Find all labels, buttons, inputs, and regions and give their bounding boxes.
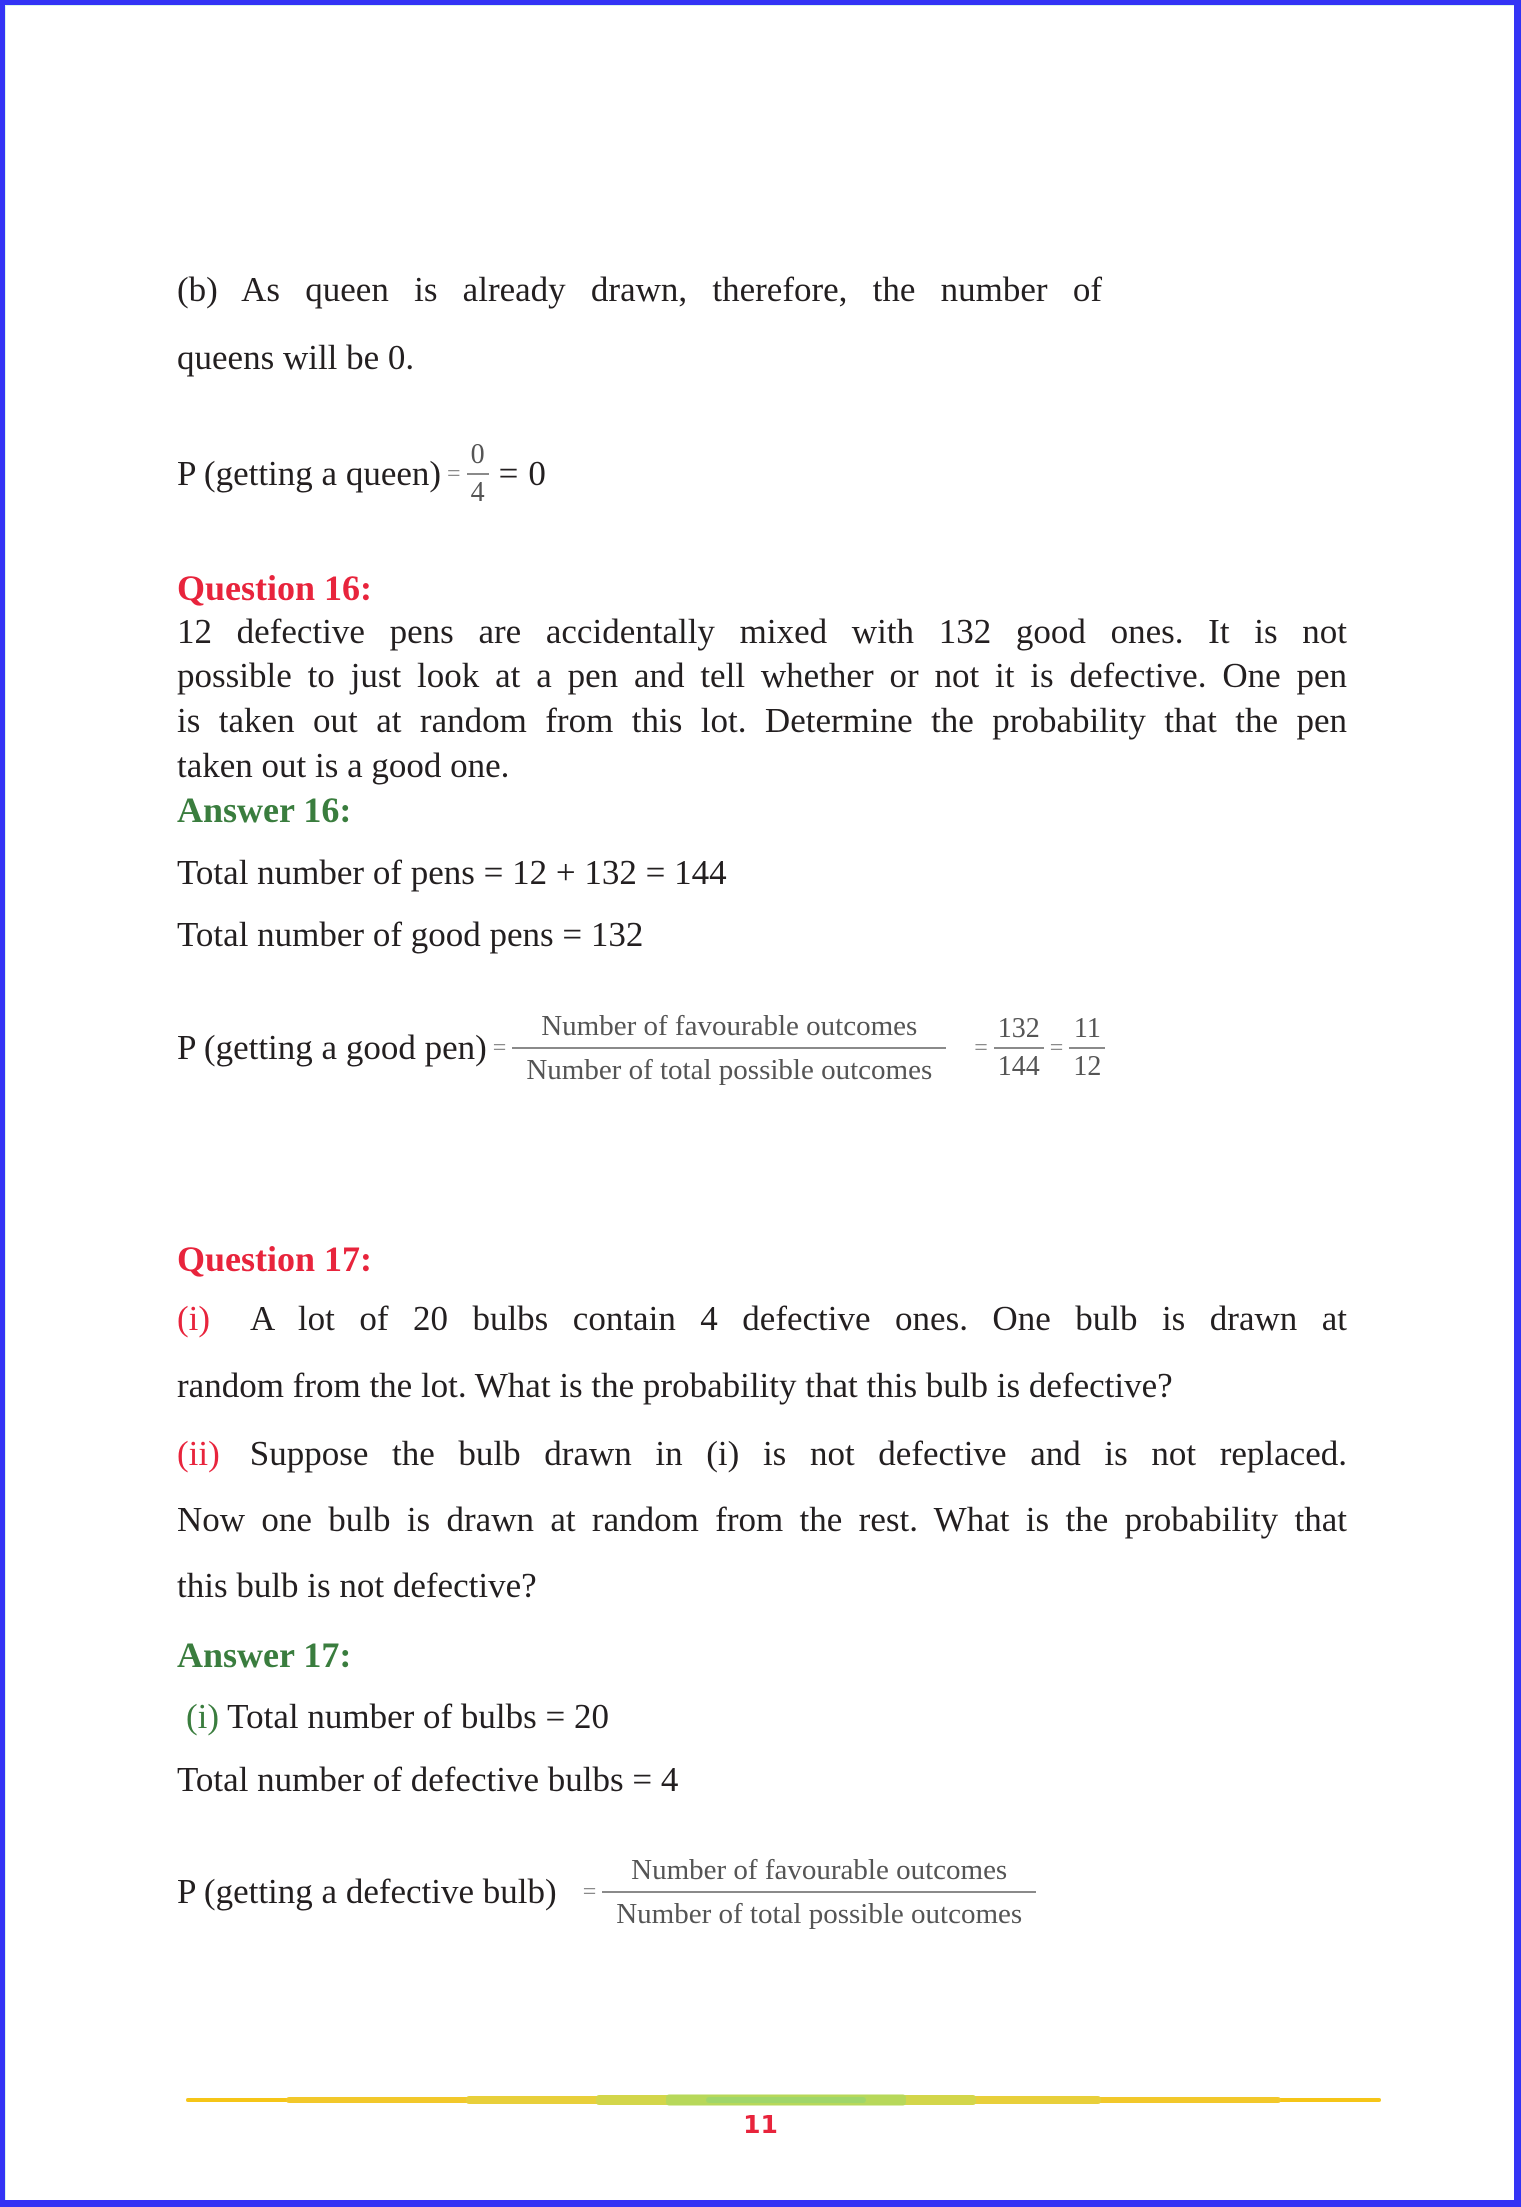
question-17-part-i-line-1	[177, 1299, 1347, 1339]
answer-17-label: Answer 17:	[177, 1635, 352, 1675]
fraction-bar	[467, 473, 489, 475]
fraction-words	[512, 1008, 946, 1088]
fraction-bar	[1069, 1047, 1105, 1049]
part-i-marker: (i)	[186, 1697, 220, 1736]
denominator: 12	[1073, 1051, 1102, 1082]
fraction-bar	[512, 1047, 946, 1049]
numerator: 0	[470, 439, 485, 470]
denominator: 4	[470, 477, 485, 508]
question-16-line: 12 defective pens are accidentally mixed with 132 good ones. It is not	[177, 612, 1347, 651]
equals-sign: =	[582, 1878, 597, 1905]
fraction	[994, 1014, 1044, 1082]
numerator: 132	[997, 1013, 1040, 1044]
equals-sign: =	[974, 1034, 988, 1061]
question-17-part-ii-line-2: Now one bulb is drawn at random from the rest. What is the probability that	[177, 1500, 1347, 1539]
answer-17-text: Total number of bulbs = 20	[227, 1697, 609, 1736]
question-17-part-ii-line-1	[177, 1434, 1347, 1474]
fraction-bar	[602, 1891, 1036, 1893]
numerator: Number of favourable outcomes	[631, 1854, 1008, 1886]
denominator: Number of total possible outcomes	[526, 1054, 933, 1086]
part-b-line-2: queens will be 0.	[177, 338, 415, 377]
question-16-line: is taken out at random from this lot. Determine the probability that the pen	[177, 701, 1347, 740]
question-16-line: taken out is a good one.	[177, 746, 510, 785]
fraction-words	[602, 1852, 1036, 1932]
formula-result: 0	[528, 454, 546, 493]
formula-lhs: P (getting a queen)	[177, 454, 442, 493]
part-ii-marker: (ii)	[177, 1434, 220, 1473]
question-17-label: Question 17:	[177, 1239, 373, 1279]
fraction-bar	[994, 1047, 1044, 1049]
answer-16-label: Answer 16:	[177, 790, 352, 830]
footer-rule	[186, 2094, 1381, 2106]
answer-17-line-2: Total number of defective bulbs = 4	[177, 1760, 679, 1799]
numerator: 11	[1073, 1013, 1101, 1044]
equals-sign: =	[498, 454, 519, 493]
question-17-part-i-line-2: random from the lot. What is the probability that this bulb is defective?	[177, 1366, 1173, 1405]
part-i-text: A lot of 20 bulbs contain 4 defective ones. One bulb is drawn at	[250, 1299, 1347, 1338]
question-16-label: Question 16:	[177, 568, 373, 608]
part-ii-text: Suppose the bulb drawn in (i) is not defective and is not replaced.	[249, 1434, 1347, 1473]
question-16-line: possible to just look at a pen and tell whether or not it is defective. One pen	[177, 656, 1347, 695]
formula-lhs: P (getting a good pen)	[177, 1028, 487, 1067]
good-pen-probability-formula	[177, 1008, 1105, 1088]
denominator: Number of total possible outcomes	[616, 1898, 1023, 1930]
answer-16-line: Total number of good pens = 132	[177, 915, 644, 954]
part-b-line-1: (b) As queen is already drawn, therefore, the number of	[177, 270, 1102, 309]
queen-probability-formula	[177, 440, 546, 508]
page-number: 11	[743, 2110, 778, 2139]
question-17-part-ii-line-3: this bulb is not defective?	[177, 1566, 537, 1605]
equals-sign: =	[492, 1034, 507, 1061]
equals-sign: =	[447, 460, 461, 487]
part-i-marker: (i)	[177, 1299, 211, 1338]
formula-lhs: P (getting a defective bulb)	[177, 1872, 557, 1911]
answer-16-line: Total number of pens = 12 + 132 = 144	[177, 853, 727, 892]
answer-17-line-1	[186, 1697, 609, 1737]
fraction	[467, 440, 489, 508]
denominator: 144	[997, 1051, 1040, 1082]
numerator: Number of favourable outcomes	[541, 1010, 918, 1042]
fraction	[1069, 1014, 1105, 1082]
defective-bulb-probability-formula	[177, 1852, 1036, 1932]
equals-sign: =	[1049, 1034, 1064, 1061]
